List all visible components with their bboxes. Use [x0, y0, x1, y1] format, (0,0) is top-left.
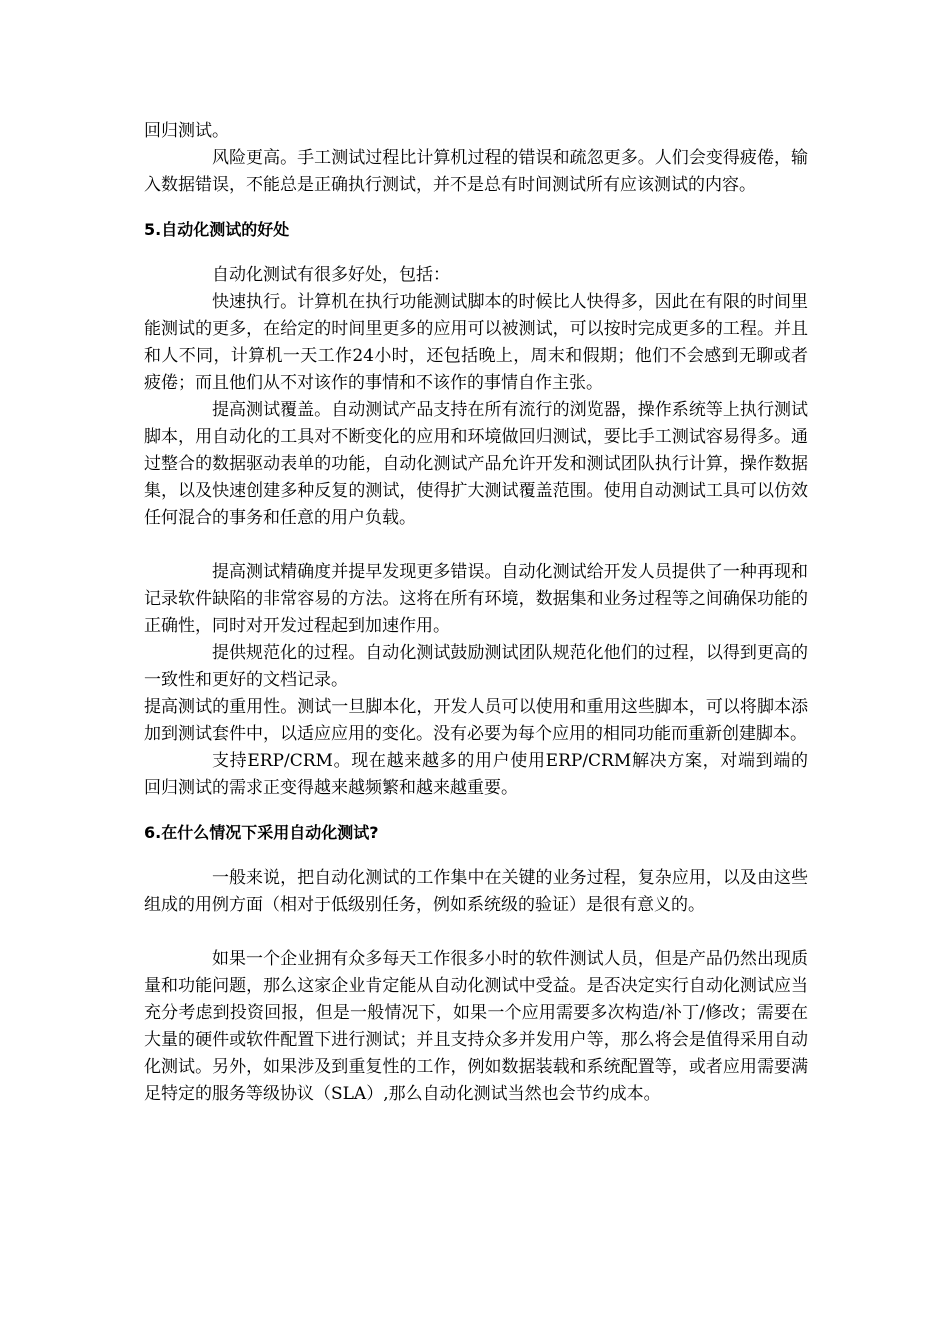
spacer — [144, 199, 808, 216]
paragraph-erp-crm-support: 支持ERP/CRM。现在越来越多的用户使用ERP/CRM解决方案，对端到端的回归测试的需求正变得越来越频繁和越来越重要。 — [144, 751, 808, 798]
paragraph-standardized-process: 提供规范化的过程。自动化测试鼓励测试团队规范化他们的过程，以得到更高的一致性和更好的文档记录。 — [144, 643, 808, 690]
document-body — [144, 118, 808, 1108]
paragraph-regression-tail: 回归测试。 — [144, 121, 229, 141]
spacer — [144, 919, 808, 946]
paragraph-enterprise-benefit: 如果一个企业拥有众多每天工作很多小时的软件测试人员，但是产品仍然出现质量和功能问题，那么这家企业肯定能从自动化测试中受益。是否决定实行自动化测试应当充分考虑到投资回报，但是一般情况下，如果一个应用需要多次构造/补丁/修改；需要在大量的硬件或软件配置下进行测试；并且支持众多并发用户等，那么将会是值得采用自动化测试。另外，如果涉及到重复性的工作，例如数据装载和系统配置等，或者应用需要满足特定的服务等级协议（SLA）,那么自动化测试当然也会节约成本。 — [144, 949, 808, 1104]
spacer — [144, 532, 808, 559]
paragraph-test-reuse: 提高测试的重用性。测试一旦脚本化，开发人员可以使用和重用这些脚本，可以将脚本添加到测试套件中，以适应应用的变化。没有必要为每个应用的相同功能而重新创建脚本。 — [144, 697, 808, 744]
paragraph-general-guidance: 一般来说，把自动化测试的工作集中在关键的业务过程，复杂应用，以及由这些组成的用例方面（相对于低级别任务，例如系统级的验证）是很有意义的。 — [144, 868, 808, 915]
section-heading-when-to-automate: 6.在什么情况下采用自动化测试? — [144, 823, 379, 842]
paragraph-test-coverage: 提高测试覆盖。自动测试产品支持在所有流行的浏览器，操作系统等上执行测试脚本，用自动化的工具对不断变化的应用和环境做回归测试，要比手工测试容易得多。通过整合的数据驱动表单的功能，自动化测试产品允许开发和测试团队执行计算，操作数据集，以及快速创建多种反复的测试，使得扩大测试覆盖范围。使用自动测试工具可以仿效任何混合的事务和任意的用户负载。 — [144, 400, 808, 528]
section-heading-benefits: 5.自动化测试的好处 — [144, 220, 290, 239]
paragraph-benefits-intro: 自动化测试有很多好处，包括： — [212, 265, 450, 285]
spacer — [144, 802, 808, 819]
spacer — [144, 846, 808, 865]
paragraph-fast-execution: 快速执行。计算机在执行功能测试脚本的时候比人快得多，因此在有限的时间里能测试的更多，在给定的时间里更多的应用可以被测试，可以按时完成更多的工程。并且和人不同，计算机一天工作24小时，还包括晚上，周末和假期；他们不会感到无聊或者疲倦；而且他们从不对该作的事情和不该作的事情自作主张。 — [144, 292, 808, 393]
paragraph-test-accuracy: 提高测试精确度并提早发现更多错误。自动化测试给开发人员提供了一种再现和记录软件缺陷的非常容易的方法。这将在所有环境，数据集和业务过程等之间确保功能的正确性，同时对开发过程起到加速作用。 — [144, 562, 808, 636]
spacer — [144, 243, 808, 262]
paragraph-higher-risk: 风险更高。手工测试过程比计算机过程的错误和疏忽更多。人们会变得疲倦，输入数据错误，不能总是正确执行测试，并不是总有时间测试所有应该测试的内容。 — [144, 148, 808, 195]
